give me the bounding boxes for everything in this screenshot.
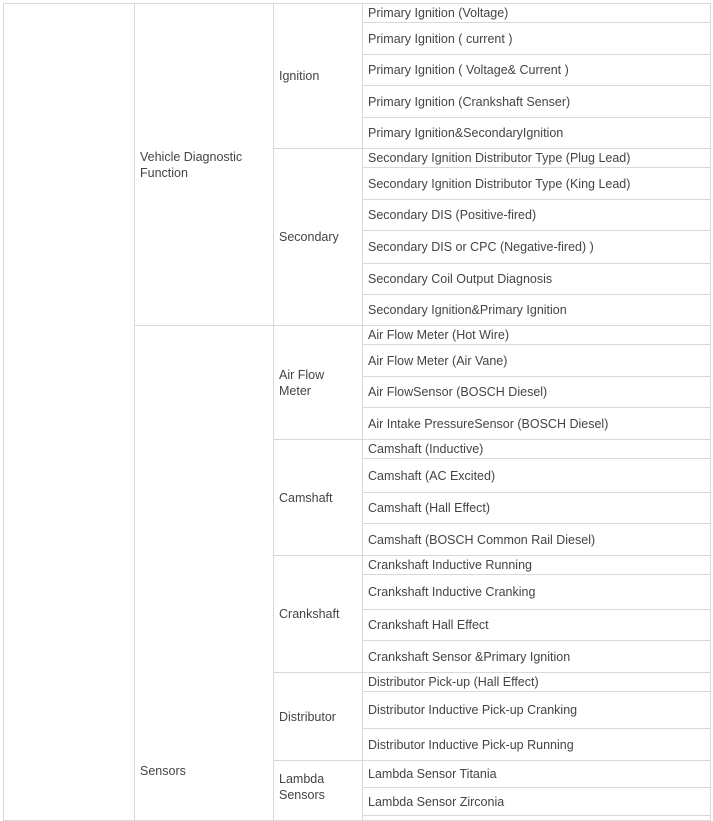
function-cell-vehicle-diagnostic-function: Vehicle Diagnostic Function [134, 3, 274, 326]
item-cell: Secondary Coil Output Diagnosis [362, 263, 711, 295]
item-cell: Primary Ignition ( current ) [362, 22, 711, 55]
item-cell: Crankshaft Inductive Cranking [362, 574, 711, 610]
group-cell-air-flow-meter: Air Flow Meter [273, 325, 363, 440]
item-cell: Air FlowSensor (BOSCH Diesel) [362, 376, 711, 408]
item-cell: Camshaft (BOSCH Common Rail Diesel) [362, 523, 711, 556]
item-cell: Secondary Ignition Distributor Type (King Lead) [362, 167, 711, 200]
item-cell: Camshaft (Inductive) [362, 439, 711, 459]
item-cell: Air Flow Meter (Air Vane) [362, 344, 711, 377]
group-cell-camshaft: Camshaft [273, 439, 363, 556]
item-cell: Secondary Ignition&Primary Ignition [362, 294, 711, 326]
item-cell: Distributor Pick-up (Hall Effect) [362, 672, 711, 692]
item-cell: Air Flow Meter (Hot Wire) [362, 325, 711, 345]
item-cell: Secondary DIS (Positive-fired) [362, 199, 711, 231]
item-cell: Camshaft (AC Excited) [362, 458, 711, 493]
group-cell-lambda-sensors: Lambda Sensors [273, 760, 363, 821]
group-cell-ignition: Ignition [273, 3, 363, 149]
item-cell: Primary Ignition (Crankshaft Senser) [362, 85, 711, 118]
item-cell: Primary Ignition&SecondaryIgnition [362, 117, 711, 149]
item-cell: Air Intake PressureSensor (BOSCH Diesel) [362, 407, 711, 440]
function-cell-sensors: Sensors [134, 325, 274, 821]
item-cell: Camshaft (Hall Effect) [362, 492, 711, 524]
group-cell-distributor: Distributor [273, 672, 363, 761]
item-cell: Primary Ignition ( Voltage& Current ) [362, 54, 711, 86]
item-cell: Primary Ignition (Voltage) [362, 3, 711, 23]
blank-column-cell [3, 3, 135, 821]
item-cell: Secondary DIS or CPC (Negative-fired) ) [362, 230, 711, 264]
group-cell-secondary: Secondary [273, 148, 363, 326]
item-cell: Lambda Sensor Titania [362, 760, 711, 788]
item-cell: Crankshaft Inductive Running [362, 555, 711, 575]
item-cell [362, 815, 711, 821]
item-cell: Lambda Sensor Zirconia [362, 787, 711, 816]
group-cell-crankshaft: Crankshaft [273, 555, 363, 673]
item-cell: Crankshaft Hall Effect [362, 609, 711, 641]
item-cell: Secondary Ignition Distributor Type (Plug Lead) [362, 148, 711, 168]
item-cell: Distributor Inductive Pick-up Running [362, 728, 711, 761]
item-cell: Distributor Inductive Pick-up Cranking [362, 691, 711, 729]
item-cell: Crankshaft Sensor &Primary Ignition [362, 640, 711, 673]
